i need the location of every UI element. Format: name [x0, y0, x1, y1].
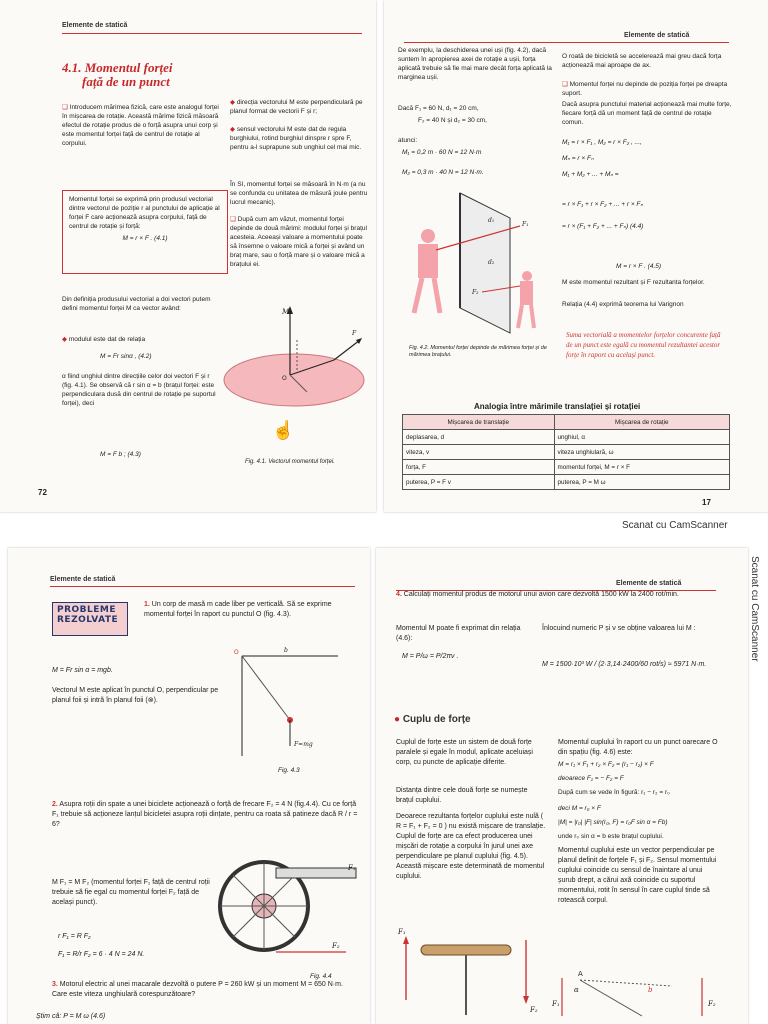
- page-number: 72: [38, 488, 47, 497]
- couple-eq-3: După cum se vede în figură: r₁ − r₂ = r₀: [558, 789, 670, 796]
- figure-caption: Fig. 4.4: [310, 973, 332, 980]
- label-f2: F₂: [530, 1006, 538, 1014]
- label-d2: d₂: [488, 259, 495, 266]
- scanner-watermark: Scanat cu CamScanner: [622, 520, 728, 531]
- eq-5: = r × (F₁ + F₂ + ... + Fₙ) (4.4): [562, 223, 644, 230]
- table-cell: deplasarea, d: [403, 430, 555, 445]
- label-b: b: [648, 986, 653, 994]
- modulus-bullet: ◆ modulul este dat de relația: [62, 336, 146, 343]
- couple-eq-4: deci M = r₀ × F: [558, 805, 601, 812]
- page-72: [0, 0, 376, 512]
- formula-4-2: M = Fr sinα , (4.2): [100, 353, 152, 360]
- falling-body-diagram: [228, 642, 358, 762]
- label-f1: F₁: [398, 928, 406, 936]
- running-header: Elemente de statică: [50, 576, 116, 583]
- answer-4-value: M = 1500·10³ W / (2·3,14·2400/60 rot/s) ≈ 5971 N·m.: [542, 661, 707, 668]
- answer-3: Știm că: P = M ω (4.6): [36, 1013, 106, 1020]
- couple-definition: Cuplul de forțe este un sistem de două forțe paralele și egale în modul, aplicate aceluiași corp, cu puncte de aplicație diferite.: [396, 739, 533, 766]
- table-title: Analogia între mărimile translației și rotației: [474, 402, 641, 411]
- section-title: 4.1. Momentul forței: [62, 60, 173, 75]
- figure-caption: Fig. 4.3: [278, 767, 300, 774]
- label-mg: F=mg: [294, 741, 313, 748]
- couple-arm-diagram: [552, 966, 722, 1022]
- table-cell: momentul forței, M = r × F: [554, 460, 729, 475]
- eq-6: M = r × F . (4.5): [616, 263, 662, 270]
- couple-eq-1: M = r₁ × F₁ + r₂ × F₂ = (r₁ − r₂) × F: [558, 761, 654, 768]
- problem-2: 2. Asupra roții din spate a unei biciclete acționează o forță de frecare F₂ = 4 N (fig.4.4). Cu ce forță F₁ trebuie să acționeze lanțul bicicletei asupra roții dințate, pentru ca roata să patineze dacă R / r = 6?: [52, 801, 358, 828]
- label-alpha: α: [574, 986, 579, 994]
- eq-1: M₁ = r × F₁ , M₂ = r × F₂ , ...,: [562, 139, 642, 146]
- couple-direction: Momentul cuplului este un vector perpendicular pe planul definit de forțele F₁ și F₂. Sensul momentului cuplului coincide cu sensul de înaintare al unui șurub drept, a cărui axă coincide cu suportul momentului, rotit în sensul în care cuplul tinde să rotească corpul.: [558, 847, 717, 904]
- si-unit-paragraph: În SI, momentul forței se măsoară în N·m (a nu se confunda cu unitatea de măsură joule pentru lucrul mecanic).: [230, 181, 368, 206]
- label-f2: F₂: [332, 942, 340, 950]
- eq-2: Mₙ = r × Fₙ: [562, 155, 594, 162]
- moment-vector-diagram: [222, 300, 372, 450]
- eq-4: = r × F₁ + r × F₂ + ... + r × Fₙ: [562, 201, 643, 208]
- bicycle-wheel-note: O roată de bicicletă se accelerează mai greu dacă forța acționează mai aproape de ax.: [562, 53, 722, 69]
- figure-caption: Fig. 4.1. Vectorul momentul forței.: [245, 459, 335, 465]
- page-problems: [8, 548, 370, 1024]
- vector-definition: Din definiția produsului vectorial a doi vectori putem defini momentul forței M ca vector având:: [62, 296, 211, 312]
- running-header: Elemente de statică: [616, 580, 682, 587]
- badge-line-1: PROBLEME: [57, 605, 117, 615]
- varignon-theorem: Suma vectorială a momentelor forțelor concurente față de un punct este egală cu momentul rezultantei acestor forțe în raport cu același punct.: [566, 331, 721, 359]
- corkscrew-diagram: [396, 920, 546, 1020]
- label-m: M: [282, 308, 290, 316]
- page-17: [384, 0, 768, 512]
- moment-2: M₂ = 0,3 m · 40 N = 12 N·m.: [402, 169, 484, 176]
- answer-1-text: Vectorul M este aplicat în punctul O, perpendicular pe planul foii și intră în planul foii (⊗).: [52, 687, 219, 704]
- moment-1: M₁ = 0,2 m · 60 N = 12 N·m: [402, 149, 482, 156]
- table-cell: unghiul, α: [554, 430, 729, 445]
- table-cell: puterea, P = M ω: [554, 475, 729, 490]
- table-header: Mișcarea de rotație: [554, 415, 729, 430]
- answer-1-formula: M = Fr sin α = mgb.: [52, 667, 113, 674]
- data-line-1: Dacă F₁ = 60 N, d₁ = 20 cm,: [398, 105, 479, 112]
- table-row: [403, 445, 730, 460]
- figure-caption: Fig. 4.2. Momentul forței depinde de mărimea forței și de mărimea brațului.: [409, 345, 547, 358]
- multiple-forces: Dacă asupra punctului material acționează mai multe forțe, fiecare forță dă un moment față de centrul de rotație comun.: [562, 101, 732, 126]
- label-d1: d₁: [488, 217, 495, 224]
- formula-4-1: M = r × F . (4.1): [122, 235, 168, 242]
- figure-4-4: [216, 848, 366, 966]
- formula-4-3: M = F b ; (4.3): [100, 451, 141, 458]
- section-title-line2: față de un punct: [82, 74, 170, 89]
- couple-arm: Distanța dintre cele două forțe se numește brațul cuplului.: [396, 787, 528, 804]
- door-example: De exemplu, la deschiderea unei uși (fig. 4.2), dacă suntem în apropierea axei de rotație a ușii, forța aplicată trebuie să fie mai mare decât forța aplicată la marginea ușii.: [398, 47, 552, 81]
- depends-paragraph: ❑ După cum am văzut, momentul forței depinde de două mărimi: modulul forței și brațul acesteia. Aceeași valoare a momentului poate să însemne o valoare mică a forței și având un braț mare, sau o forță mare și o valoare mică a brațului ei.: [230, 216, 367, 268]
- table-cell: viteza unghiulară, ω: [554, 445, 729, 460]
- couple-eq-6: unde r₀ sin α = b este brațul cuplului.: [558, 833, 664, 840]
- label-f2: F₂: [708, 1000, 716, 1008]
- eq-3: M₁ + M₂ + ... + Mₙ =: [562, 171, 619, 178]
- answer-4-intro: Momentul M poate fi exprimat din relația (4.6):: [396, 625, 521, 642]
- label-a: A: [578, 970, 583, 978]
- problem-1: 1. Un corp de masă m cade liber pe verticală. Să se exprime momentul forței în raport cu punctul O (fig. 4.3).: [144, 601, 332, 618]
- answer-2-eq: r F₁ = R F₂: [58, 933, 91, 940]
- table-row: [403, 475, 730, 490]
- badge-line-2: REZOLVATE: [57, 615, 119, 625]
- scanner-watermark-vertical: Scanat cu CamScanner: [749, 556, 760, 662]
- answer-2-text: M F₁ = M F₂ (momentul forței F₁ față de centrul roții trebuie să fie egal cu momentul forței F₂ față de același punct).: [52, 879, 210, 906]
- analogy-table: [402, 414, 730, 490]
- page-couple: [376, 548, 748, 1024]
- hand-icon: ☝: [272, 420, 295, 440]
- running-header: Elemente de statică: [624, 32, 690, 39]
- label-o: O: [282, 375, 287, 382]
- label-f1: F₁: [348, 864, 356, 872]
- definition-text: Momentul forței se exprimă prin produsul vectorial dintre vectorul de poziție r al punctului de aplicație al forței F care acționează asupra corpului, față de centrul de rotație și forță:: [69, 196, 220, 230]
- data-line-2: F₂ = 40 N și d₂ = 30 cm,: [418, 117, 487, 124]
- table-cell: viteza, v: [403, 445, 555, 460]
- direction-bullet: ◆ direcția vectorului M este perpendiculară pe planul format de vectorii F și r;: [230, 99, 363, 115]
- page-number: 17: [702, 498, 711, 507]
- label-f1: F₁: [552, 1000, 560, 1008]
- door-diagram: [400, 188, 550, 338]
- sense-bullet: ◆ sensul vectorului M este dat de regula burghiului, rotind burghiul dinspre r spre F, pentru a-l suprapune sub unghiul cel mai mic.: [230, 126, 362, 151]
- figure-4-5: [396, 920, 546, 1020]
- varignon-note: Relația (4.4) exprimă teorema lui Varignon: [562, 301, 684, 308]
- intro-paragraph: ❑ Introducem mărimea fizică, care este analogul forței în mișcarea de rotație. Această mărime fizică măsoară efectul de rotație produs de o forță asupra unui corp și este momentul forței față de centrul de rotație al corpului.: [62, 104, 219, 147]
- moment-about-point: Momentul cuplului în raport cu un punct oarecare O din spațiu (fig. 4.6) este:: [558, 739, 718, 756]
- answer-4-formula: M = P/ω = P/2πν .: [402, 653, 459, 660]
- answer-4-substitute: Înlocuind numeric P și ν se obține valoarea lui M :: [542, 625, 696, 632]
- couple-eq-5: |M| = |r₀| |F| sin(r₀, F) = r₀F sin α = Fb): [558, 819, 668, 826]
- figure-4-1: [222, 300, 372, 450]
- table-row: [403, 430, 730, 445]
- problems-badge: [52, 602, 128, 636]
- label-o: O: [234, 649, 239, 656]
- figure-4-2: [400, 188, 550, 338]
- problem-3: 3. Motorul electric al unei macarale dezvoltă o putere P = 260 kW și un moment M = 650 N·m. Care este viteza unghiulară corespunzătoare?: [52, 981, 343, 998]
- table-row: [403, 460, 730, 475]
- couple-resultant: Deoarece rezultanta forțelor cuplului este nulă ( R = F₁ + F₂ = 0 ) nu există mișcare de translație. Cuplul de forțe are ca efect producerea unei mișcări de rotație a corpului în jurul unei axe perpendiculare pe planul cuplului (fig. 4.5). Această mișcare este determinată de momentul cuplului.: [396, 813, 546, 880]
- alpha-paragraph: α fiind unghiul dintre direcțiile celor doi vectori F și r (fig. 4.1). Se observă că r sin α = b (brațul forței: este perpendiculara dusă din centrul de rotație pe suportul forței), deci: [62, 373, 216, 407]
- label-f: F: [352, 330, 357, 337]
- couple-eq-2: deoarece F₁ = − F₂ = F: [558, 775, 624, 782]
- table-header: Mișcarea de translație: [403, 415, 555, 430]
- answer-2-result: F₁ = R/r F₂ = 6 · 4 N = 24 N.: [58, 951, 145, 958]
- label-f1: F₁: [522, 221, 529, 228]
- table-cell: forța, F: [403, 460, 555, 475]
- section-heading: ● Cuplu de forțe: [394, 714, 471, 725]
- position-note: ❑ Momentul forței nu depinde de poziția forței pe dreapta suport.: [562, 81, 728, 97]
- label-b: b: [284, 647, 288, 654]
- label-f2: F₂: [472, 289, 479, 296]
- figure-4-6: [552, 966, 722, 1022]
- figure-4-3: [228, 642, 358, 762]
- definition-box: [62, 190, 228, 274]
- bicycle-wheel-diagram: [216, 848, 366, 966]
- then-label: atunci:: [398, 137, 418, 144]
- table-cell: puterea, P = F v: [403, 475, 555, 490]
- problem-4: 4. Calculați momentul produs de motorul unui avion care dezvoltă 1500 kW la 2400 rot/min.: [396, 591, 679, 598]
- running-header: Elemente de statică: [62, 22, 128, 29]
- resultant-note: M este momentul rezultant și F rezultanta forțelor.: [562, 279, 705, 286]
